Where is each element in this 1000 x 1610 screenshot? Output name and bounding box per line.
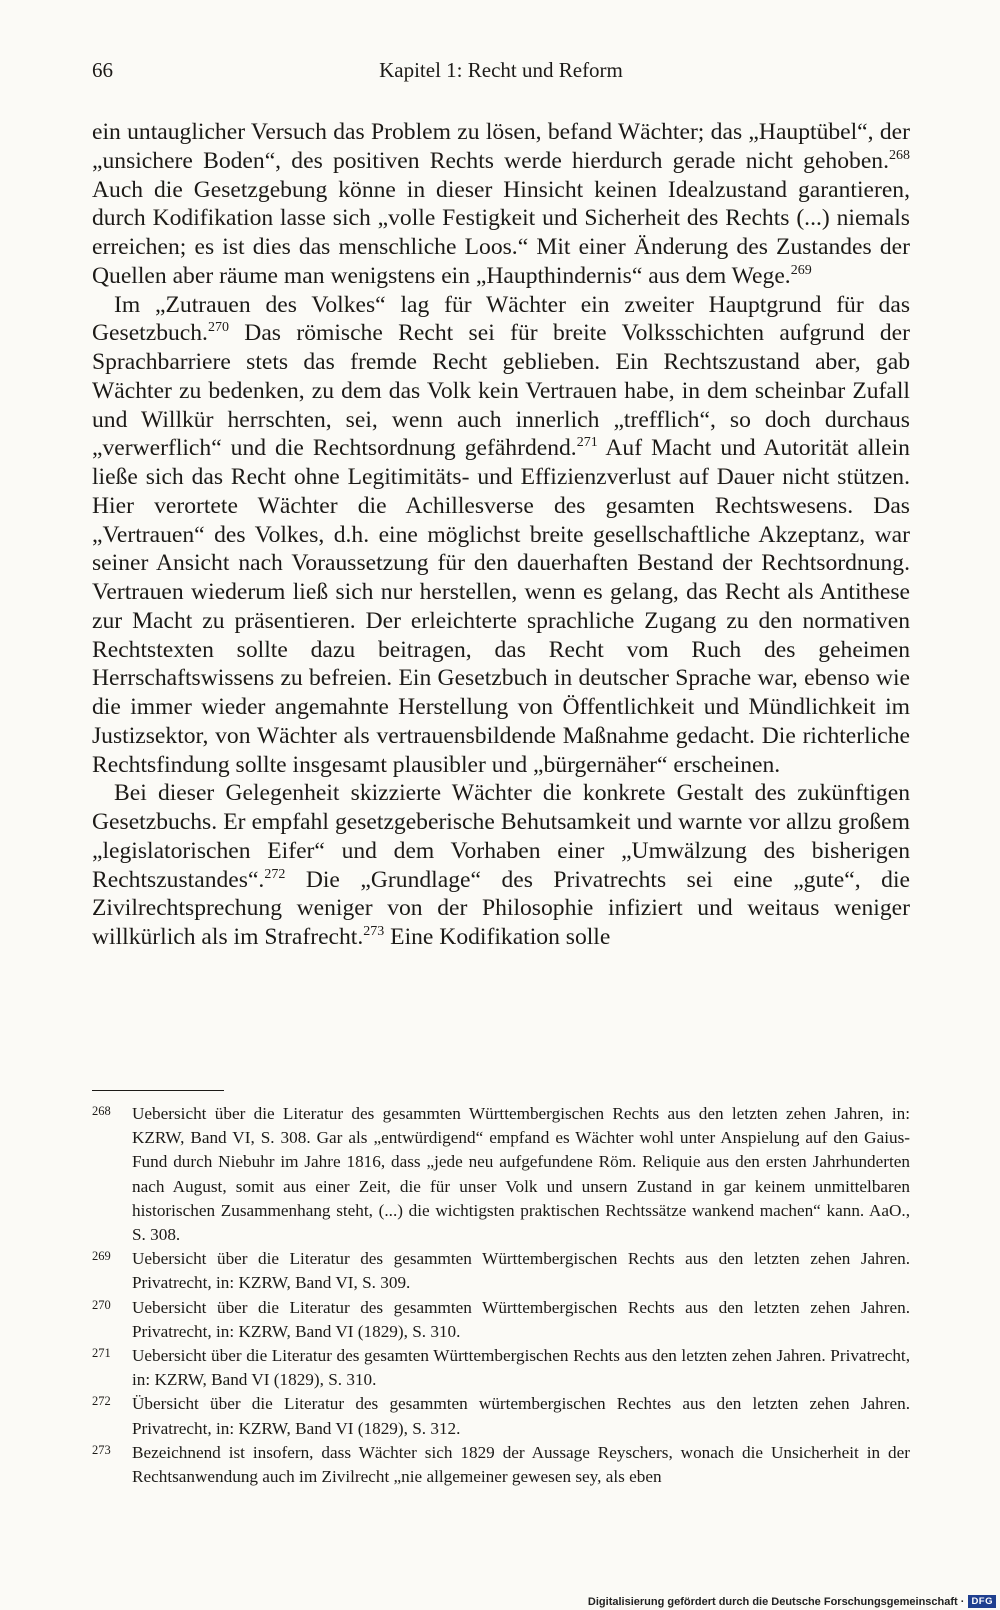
paragraph-2 [92,291,910,780]
footnote-number: 273 [92,1442,111,1457]
text-run: ein untauglicher Versuch das Problem zu lösen, befand Wächter; das „Hauptübel“, der „unsichere Boden“, des positiven Rechts werde hierdurch gerade nicht gehoben. [92,119,910,174]
text-run: Auf Macht und Autorität allein ließe sich das Recht ohne Legitimitäts- und Effizienzverlust auf Dauer nicht stützen. Hier verortete Wächter die Achillesverse des gesamten Rechtswesens. Das „Vertrauen“ des Volkes, d.h. eine möglichst breite gesellschaftliche Akzeptanz, war seiner Ansicht nach Voraussetzung für den dauerhaften Bestand der Rechtsordnung. Vertrauen wiederum ließ sich nur herstellen, wenn es gelang, das Recht als Antithese zur Macht zu präsentieren. Der erleichterte sprachliche Zugang zu den normativen Rechtstexten sollte dazu beitragen, das Recht vom Ruch des geheimen Herrschaftswissens zu befreien. Ein Gesetzbuch in deutscher Sprache war, ebenso wie die immer wieder angemahnte Herstellung von Öffentlichkeit und Mündlichkeit im Justizsektor, von Wächter als vertrauensbildende Maßnahme gedacht. Die richterliche Rechtsfindung sollte insgesamt plausibler und „bürgernäher“ erscheinen. [92,435,910,778]
footnote-269 [92,1247,910,1295]
footnote-ref-268[interactable]: 268 [889,147,910,163]
footnote-ref-270[interactable]: 270 [207,320,229,336]
footnote-text: Uebersicht über die Literatur des gesammten Württembergischen Rechts aus den letzten zehen Jahren, in: KZRW, Band VI, S. 308. Gar als „entwürdigend“ empfand es Wächter wohl unter Anspielung auf den Gaius-Fund durch Niebuhr im Jahre 1816, dass „jede neu aufgefundene Röm. Reliquie aus den ersten Jahrhunderten nach August, somit aus einer Zeit, die für unser Volk und unsern Zustand in gar keinem unmittelbaren historischen Zusammenhang steht, (...) die wichtigsten praktischen Rechtssätze wankend machen“ kann. AaO., S. 308. [132,1104,910,1245]
footnote-text: Übersicht über die Literatur des gesammten würtembergischen Rechtes aus den letzten zehen Jahren. Privatrecht, in: KZRW, Band VI (1829), S. 312. [132,1394,910,1438]
footnote-270 [92,1296,910,1344]
footnote-271 [92,1344,910,1392]
text-run: Eine Kodifikation solle [384,924,611,950]
footnote-text: Uebersicht über die Literatur des gesammten Württembergischen Rechts aus den letzten zehen Jahren. Privatrecht, in: KZRW, Band VI (1829), S. 310. [132,1297,910,1341]
footnote-text: Uebersicht über die Literatur des gesammten Württembergischen Rechts aus den letzten zehen Jahren. Privatrecht, in: KZRW, Band VI, S. 309. [132,1249,910,1293]
footnote-ref-272[interactable]: 272 [264,866,286,882]
footnote-text: Bezeichnend ist insofern, dass Wächter sich 1829 der Aussage Reyschers, wonach die Unsicherheit in der Rechtsanwendung auch im Zivilrecht „nie allgemeiner gewesen sey, als eben [132,1442,910,1487]
text-run: Bei dieser Gelegenheit skizzierte Wächter die konkrete Gestalt des zukünftigen Gesetzbuchs. Er empfahl gesetzgeberische Behutsamkeit und warnte vor allzu großem „legislatorischen Eifer“ und dem Vorhaben einer „Umwälzung des bisherigen Rechtszustandes“. [92,780,910,893]
footnote-ref-271[interactable]: 271 [576,435,598,451]
main-text [92,118,910,952]
footnote-number: 268 [92,1104,111,1118]
footnote-divider [92,1090,224,1091]
text-run: Die „Grundlage“ des Privatrechts sei eine „gute“, die Zivilrechtsprechung weniger von der Philosophie infiziert und weitaus weniger willkürlich als im Strafrecht. [92,866,910,950]
footnote-273 [92,1441,910,1489]
running-header [92,58,910,92]
page-number: 66 [92,58,113,82]
text-run: Auch die Gesetzgebung könne in dieser Hinsicht keinen Idealzustand garantieren, durch Kodifikation lasse sich „volle Festigkeit und Sicherheit des Rechts (...) niemals erreichen; es ist dies das menschliche Loos.“ Mit einer Änderung des Zustandes der Quellen aber räume man wenigstens ein „Haupthindernis“ aus dem Wege. [92,176,910,289]
footnote-ref-273[interactable]: 273 [363,924,385,940]
text-run: Im „Zutrauen des Volkes“ lag für Wächter ein zweiter Hauptgrund für das Gesetzbuch. [92,291,910,347]
footnote-268 [92,1102,910,1247]
text-run: Das römische Recht sei für breite Volksschichten aufgrund der Sprachbarriere stets das fremde Recht geblieben. Ein Rechtszustand aber, gab Wächter zu bedenken, zu dem das Volk kein Vertrauen habe, in dem scheinbar Zufall und Willkür herrschten, sei, wenn auch innerlich „trefflich“, so doch durchaus „verwerflich“ und die Rechtsordnung gefährdend. [92,320,910,462]
footnote-272 [92,1392,910,1440]
footnote-number: 270 [92,1297,111,1312]
footnotes [92,1102,910,1489]
digitization-text: Digitalisierung gefördert durch die Deutsche Forschungsgemeinschaft · [587,1595,965,1608]
footnote-number: 269 [92,1249,111,1264]
running-title: Kapitel 1: Recht und Reform [379,58,623,82]
digitization-notice [588,1595,996,1608]
footnote-text: Uebersicht über die Literatur des gesamten Württembergischen Rechts aus den letzten zehen Jahren. Privatrecht, in: KZRW, Band VI (1829), S. 310. [132,1346,910,1390]
dfg-logo-icon: DFG [968,1595,996,1608]
footnote-number: 272 [92,1394,111,1409]
footnote-ref-269[interactable]: 269 [790,262,812,278]
paragraph-1 [92,118,910,291]
footnote-number: 271 [92,1346,111,1361]
paragraph-3 [92,779,910,952]
